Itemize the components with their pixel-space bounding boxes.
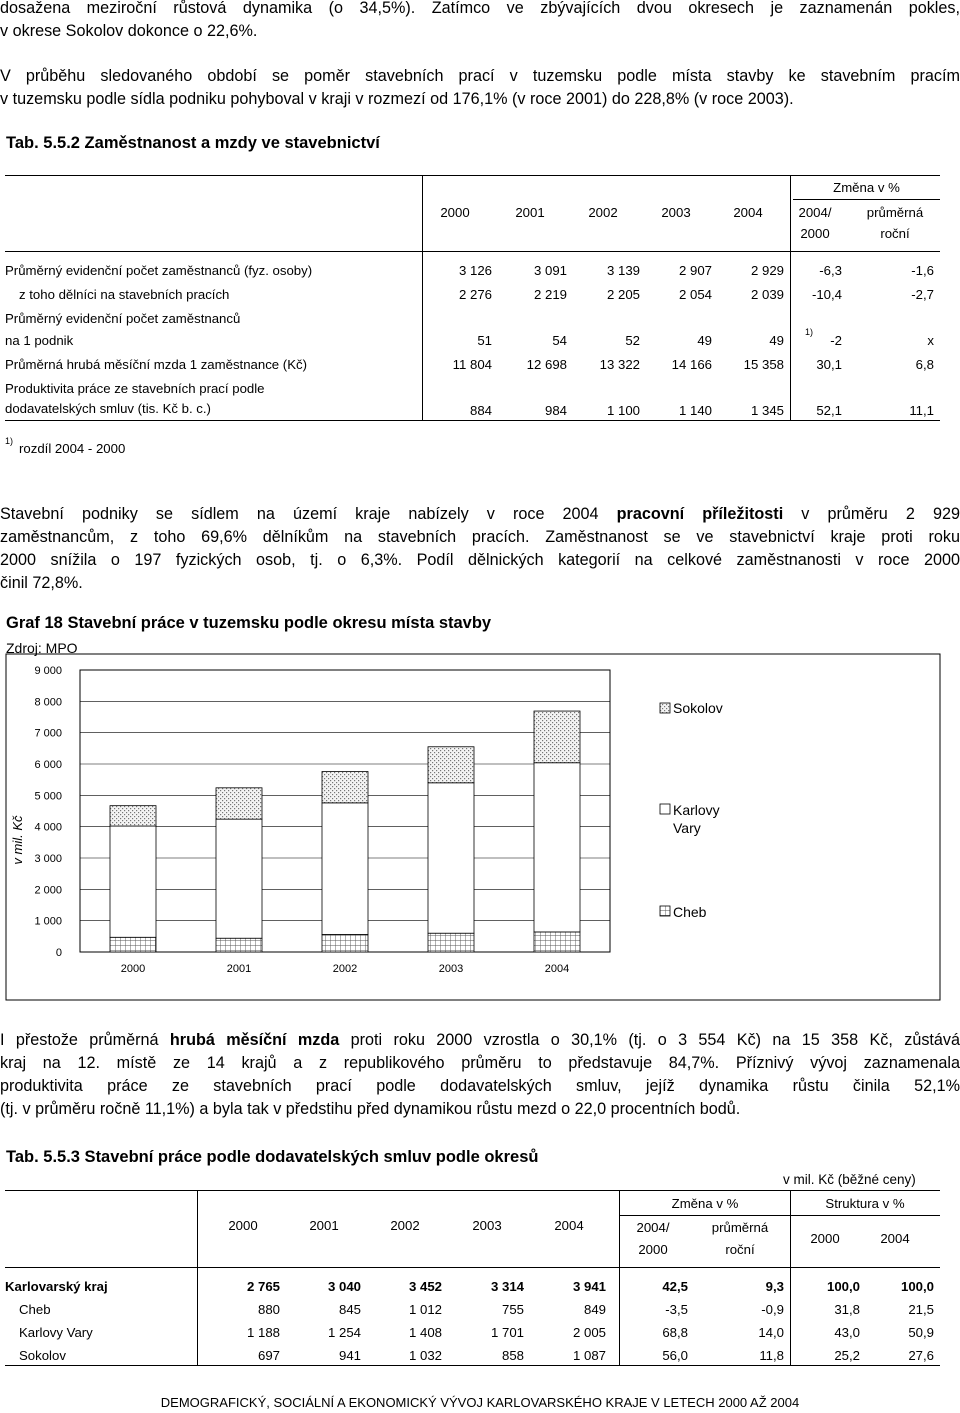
table2-col-sep-2 bbox=[619, 1190, 620, 1365]
table1-row5-v2004: 1 345 bbox=[750, 403, 784, 418]
x-tick-label: 2003 bbox=[438, 963, 464, 975]
table1-row4-v2001: 12 698 bbox=[526, 357, 567, 372]
table2-cell: 849 bbox=[583, 1302, 606, 1317]
table1-row5-v2002: 1 100 bbox=[606, 403, 640, 418]
table2-title: Tab. 5.5.3 Stavební práce podle dodavatelských smluv podle okresů bbox=[6, 1148, 539, 1166]
table2-cell: -0,9 bbox=[761, 1302, 784, 1317]
table2-cell: 1 012 bbox=[408, 1302, 442, 1317]
table1-row4-v2003: 14 166 bbox=[671, 357, 712, 372]
bar-sokolov-2004 bbox=[534, 711, 580, 763]
table1-year-2000: 2000 bbox=[440, 205, 470, 220]
table1-row3-v2002: 52 bbox=[625, 333, 640, 348]
table2-row-label: Sokolov bbox=[19, 1348, 66, 1363]
table2-cell: 1 701 bbox=[490, 1325, 524, 1340]
wages-line-3: produktivita práce ze stavebních prací podle dodavatelských smluv, jejíž dynamika růstu činila 52,1% bbox=[0, 1077, 960, 1095]
table1-row5-v2001: 984 bbox=[544, 403, 567, 418]
table1-row4-v2002: 13 322 bbox=[599, 357, 640, 372]
table2-cell: 858 bbox=[501, 1348, 524, 1363]
table2-row-label: Karlovarský kraj bbox=[5, 1279, 108, 1294]
legend-karlovy-vary-2: Vary bbox=[673, 820, 701, 836]
table2-cell: 3 452 bbox=[408, 1279, 442, 1294]
table2-row-label: Karlovy Vary bbox=[19, 1325, 93, 1340]
bar-sokolov-2002 bbox=[322, 772, 368, 803]
x-tick-label: 2001 bbox=[226, 963, 252, 975]
table2-sub-rule bbox=[620, 1215, 940, 1216]
table1-row1-avg: -1,6 bbox=[911, 263, 934, 278]
table2-unit: v mil. Kč (běžné ceny) bbox=[783, 1172, 916, 1187]
intro-paragraph-2 bbox=[0, 65, 960, 111]
table2-cell: 1 188 bbox=[246, 1325, 280, 1340]
legend-swatch-karlovy-vary bbox=[660, 804, 670, 814]
intro-line-3: V průběhu sledovaného období se poměr stavebních prací v tuzemsku podle místa stavby ke stavebním pracím bbox=[0, 67, 960, 85]
y-tick-label: 3 000 bbox=[34, 853, 62, 865]
y-tick-label: 9 000 bbox=[34, 665, 62, 677]
employment-line-4: činil 72,8%. bbox=[0, 574, 83, 592]
table1-row3-label: Průměrný evidenční počet zaměstnanců bbox=[5, 311, 241, 326]
table2-cell: 755 bbox=[501, 1302, 524, 1317]
table2-year-2001: 2001 bbox=[309, 1218, 339, 1233]
y-tick-label: 1 000 bbox=[34, 915, 62, 928]
employment-paragraph bbox=[0, 503, 960, 595]
table2-cell: 31,8 bbox=[834, 1302, 860, 1317]
table2-year-2002: 2002 bbox=[390, 1218, 420, 1233]
table2-cell: 1 032 bbox=[408, 1348, 442, 1363]
table1-footnote-sup: 1) bbox=[5, 436, 14, 446]
construction-chart bbox=[0, 650, 960, 1010]
intro-paragraph bbox=[0, 0, 960, 43]
table1-row2-avg: -2,7 bbox=[911, 287, 934, 302]
table1-row1-v2003: 2 907 bbox=[678, 263, 712, 278]
table1-row4-v2000: 11 804 bbox=[452, 357, 492, 372]
table1-row1-v2004: 2 929 bbox=[750, 263, 784, 278]
table2-col-sep bbox=[197, 1190, 198, 1365]
table1-row1-v2002: 3 139 bbox=[606, 263, 640, 278]
table1-row2-v2003: 2 054 bbox=[678, 287, 712, 302]
table2-ch-col-a2: 2000 bbox=[638, 1242, 668, 1257]
employment-line-2: zaměstnancům, z toho 69,6% dělníkům na stavebních pracích. Zaměstnanost se ve stavebnictví kraje proti roku bbox=[0, 528, 960, 546]
page-footer: DEMOGRAFICKÝ, SOCIÁLNÍ A EKONOMICKÝ VÝVOJ KARLOVARSKÉHO KRAJE V LETECH 2000 AŽ 2004 bbox=[160, 1395, 800, 1410]
bar-karlovy-vary-2004 bbox=[534, 763, 580, 932]
bar-sokolov-2003 bbox=[428, 747, 474, 783]
table1-change-rule bbox=[793, 199, 940, 200]
table1-row2-label: z toho dělníci na stavebních pracích bbox=[19, 287, 230, 302]
table2-header-rule bbox=[5, 1267, 940, 1268]
table1-row5-label: Produktivita práce ze stavebních prací podle bbox=[5, 381, 265, 396]
table2-cell: 100,0 bbox=[900, 1279, 934, 1294]
table1-row3-v2000: 51 bbox=[477, 333, 492, 348]
table2-year-2004: 2004 bbox=[554, 1218, 584, 1233]
table2-cell: 42,5 bbox=[662, 1279, 688, 1294]
table2-cell: 3 941 bbox=[572, 1279, 606, 1294]
table1-row1-v2000: 3 126 bbox=[458, 263, 492, 278]
x-tick-label: 2004 bbox=[544, 963, 570, 975]
table1-footnote: rozdíl 2004 - 2000 bbox=[19, 441, 126, 456]
table1-top-rule bbox=[5, 175, 940, 176]
graph-source: Zdroj: MPO bbox=[6, 640, 78, 656]
table1-row1-change: -6,3 bbox=[819, 263, 842, 278]
table1-row4-change: 30,1 bbox=[816, 357, 842, 372]
table1-row5-change: 52,1 bbox=[816, 403, 842, 418]
bar-karlovy-vary-2001 bbox=[216, 819, 262, 938]
table2-ch-col-b1: průměrná bbox=[711, 1220, 769, 1235]
table2-cell: 941 bbox=[338, 1348, 361, 1363]
table2-cell: 2 005 bbox=[572, 1325, 606, 1340]
table2-cell: 3 040 bbox=[327, 1279, 361, 1294]
wages-line-1c: proti roku 2000 vzrostla o 30,1% (tj. o 3 554 Kč) na 15 358 Kč, zůstává bbox=[339, 1031, 960, 1049]
table1-change-header: Změna v % bbox=[833, 180, 900, 195]
table1-row3-v2003: 49 bbox=[697, 333, 712, 348]
table1-row3-v2001: 54 bbox=[552, 333, 567, 348]
table2-cell: 845 bbox=[338, 1302, 361, 1317]
table1-col-sep bbox=[422, 175, 423, 421]
bar-cheb-2000 bbox=[110, 937, 156, 952]
table1-row1-v2001: 3 091 bbox=[533, 263, 567, 278]
intro-line-1: dosažena meziroční růstová dynamika (o 34,5%). Zatímco ve zbývajících dvou okresech je zaznamenán pokles, bbox=[0, 0, 960, 17]
table1-header-rule bbox=[5, 251, 940, 252]
wages-line-1b: hrubá měsíční mzda bbox=[169, 1031, 340, 1049]
wages-line-4: (tj. v průměru ročně 11,1%) a byla tak v předstihu před dynamikou růstu mezd o 22,0 procentních bodů. bbox=[0, 1100, 741, 1118]
table2-cell: 697 bbox=[257, 1348, 280, 1363]
table2-top-rule bbox=[5, 1190, 940, 1191]
table1-row2-v2004: 2 039 bbox=[750, 287, 784, 302]
table2-cell: -3,5 bbox=[665, 1302, 688, 1317]
x-tick-label: 2002 bbox=[332, 963, 358, 975]
table2-cell: 880 bbox=[257, 1302, 280, 1317]
x-tick-label: 2000 bbox=[120, 963, 146, 975]
wages-line-2: kraj na 12. místě ze 14 krajů a z republikového průměru to představuje 84,7%. Příznivý vývoj zaznamenala bbox=[0, 1054, 960, 1072]
table1-ch-col-a1: 2004/ bbox=[798, 205, 832, 220]
legend-swatch-sokolov bbox=[660, 703, 670, 713]
table2-change-header: Změna v % bbox=[671, 1196, 739, 1211]
y-tick-label: 5 000 bbox=[34, 790, 62, 803]
table1-row5-v2000: 884 bbox=[469, 403, 492, 418]
bar-karlovy-vary-2002 bbox=[322, 803, 368, 935]
table2-struct-2000: 2000 bbox=[810, 1231, 840, 1246]
table1-row2-v2002: 2 205 bbox=[606, 287, 640, 302]
employment-line-1 bbox=[0, 503, 960, 526]
intro-line-2: v okrese Sokolov dokonce o 22,6%. bbox=[0, 22, 258, 40]
table2-cell: 1 087 bbox=[572, 1348, 606, 1363]
wages-line-1a: I přestože průměrná bbox=[0, 1031, 170, 1049]
table1-title: Tab. 5.5.2 Zaměstnanost a mzdy ve stavebnictví bbox=[6, 134, 380, 152]
table2-year-2003: 2003 bbox=[472, 1218, 502, 1233]
table1-row3-change-sup: 1) bbox=[805, 327, 814, 337]
y-tick-label: 4 000 bbox=[34, 821, 62, 834]
table1-year-2001: 2001 bbox=[515, 205, 545, 220]
table1-row2-change: -10,4 bbox=[811, 287, 842, 302]
bar-karlovy-vary-2003 bbox=[428, 783, 474, 933]
graph-title: Graf 18 Stavební práce v tuzemsku podle okresu místa stavby bbox=[6, 614, 492, 632]
table1-ch-col-a2: 2000 bbox=[800, 226, 830, 241]
y-tick-label: 2 000 bbox=[34, 884, 62, 897]
table1-row5-avg: 11,1 bbox=[909, 403, 934, 418]
y-tick-label: 7 000 bbox=[34, 727, 62, 740]
legend-karlovy-vary: Karlovy bbox=[673, 802, 720, 818]
employment-line-3: 2000 snížila o 197 fyzických osob, tj. o 6,3%. Podíl dělnických kategorií na celkové zaměstnanosti v roce 2000 bbox=[0, 551, 960, 569]
table1-col-sep-2 bbox=[790, 175, 791, 421]
table1-row5-v2003: 1 140 bbox=[678, 403, 712, 418]
table2-cell: 56,0 bbox=[662, 1348, 688, 1363]
legend-sokolov: Sokolov bbox=[673, 700, 723, 716]
table2-cell: 11,8 bbox=[759, 1348, 784, 1363]
table2-cell: 2 765 bbox=[246, 1279, 280, 1294]
table2-ch-col-a1: 2004/ bbox=[636, 1220, 670, 1235]
table1-row5-label2: dodavatelských smluv (tis. Kč b. c.) bbox=[5, 401, 211, 416]
y-axis-label: v mil. Kč bbox=[10, 815, 25, 865]
employment-line-1c: v průměru 2 929 bbox=[783, 505, 960, 523]
legend-swatch-cheb bbox=[660, 906, 670, 916]
table1-row3-avg: x bbox=[927, 333, 934, 348]
table1-row3-label2: na 1 podnik bbox=[5, 333, 74, 348]
y-tick-label: 0 bbox=[55, 947, 62, 959]
bar-karlovy-vary-2000 bbox=[110, 826, 156, 937]
table2-cell: 14,0 bbox=[758, 1325, 784, 1340]
table1-year-2002: 2002 bbox=[588, 205, 618, 220]
table2-cell: 50,9 bbox=[908, 1325, 934, 1340]
bar-cheb-2003 bbox=[428, 933, 474, 952]
table1-row2-v2001: 2 219 bbox=[533, 287, 567, 302]
table2-ch-col-b2: roční bbox=[725, 1242, 755, 1257]
table2-bottom-rule bbox=[5, 1365, 940, 1366]
employment-line-1a: Stavební podniky se sídlem na území kraje nabízely v roce 2004 bbox=[0, 505, 617, 523]
y-tick-label: 6 000 bbox=[34, 759, 62, 771]
table2-cell: 27,6 bbox=[908, 1348, 934, 1363]
table2-cell: 25,2 bbox=[834, 1348, 860, 1363]
table1-row3-v2004: 49 bbox=[769, 333, 784, 348]
bar-cheb-2001 bbox=[216, 938, 262, 952]
table2-row-label: Cheb bbox=[19, 1302, 51, 1317]
bar-sokolov-2000 bbox=[110, 806, 156, 826]
table2-cell: 1 408 bbox=[408, 1325, 442, 1340]
table1-ch-col-b2: roční bbox=[880, 226, 910, 241]
bar-cheb-2004 bbox=[534, 932, 580, 952]
table1-bottom-rule bbox=[5, 420, 940, 421]
table2-cell: 43,0 bbox=[834, 1325, 860, 1340]
table1-row4-label: Průměrná hrubá měsíční mzda 1 zaměstnance (Kč) bbox=[5, 357, 307, 372]
legend-cheb: Cheb bbox=[673, 904, 707, 920]
table2-year-2000: 2000 bbox=[228, 1218, 258, 1233]
table1-ch-col-b1: průměrná bbox=[866, 205, 924, 220]
table2-cell: 1 254 bbox=[327, 1325, 361, 1340]
table1-year-2003: 2003 bbox=[661, 205, 691, 220]
table2-cell: 9,3 bbox=[765, 1279, 784, 1294]
wages-line-1 bbox=[0, 1029, 960, 1052]
table2-cell: 3 314 bbox=[490, 1279, 524, 1294]
table2-cell: 100,0 bbox=[826, 1279, 860, 1294]
table2-struct-2004: 2004 bbox=[880, 1231, 910, 1246]
intro-line-4: v tuzemsku podle sídla podniku pohyboval v kraji v rozmezí od 176,1% (v roce 2001) do 228,8% (v roce 2003). bbox=[0, 90, 794, 108]
wages-paragraph bbox=[0, 1029, 960, 1121]
table2-col-sep-3 bbox=[790, 1190, 791, 1365]
employment-line-1b: pracovní příležitosti bbox=[616, 505, 784, 523]
table2-cell: 68,8 bbox=[662, 1325, 688, 1340]
table2-struct-header: Struktura v % bbox=[825, 1196, 905, 1211]
table1-row4-v2004: 15 358 bbox=[743, 357, 784, 372]
table2-cell: 21,5 bbox=[908, 1302, 934, 1317]
bar-cheb-2002 bbox=[322, 934, 368, 952]
table1-row3-change: -2 bbox=[830, 333, 842, 348]
table1-row1-label: Průměrný evidenční počet zaměstnanců (fyz. osoby) bbox=[5, 263, 313, 278]
bar-sokolov-2001 bbox=[216, 788, 262, 819]
table1-year-2004: 2004 bbox=[733, 205, 763, 220]
y-tick-label: 8 000 bbox=[34, 696, 62, 709]
table1-row4-avg: 6,8 bbox=[915, 357, 934, 372]
table1-row2-v2000: 2 276 bbox=[458, 287, 492, 302]
